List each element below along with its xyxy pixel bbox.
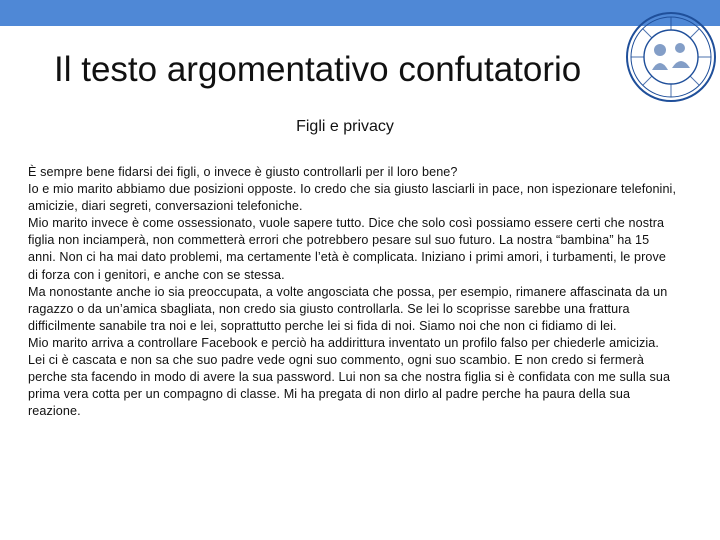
institution-seal-icon (624, 10, 718, 104)
seal-graphic (624, 10, 718, 104)
slide-subtitle: Figli e privacy (296, 118, 394, 135)
paragraph: È sempre bene fidarsi dei figli, o invece è giusto controllarli per il loro bene? (28, 165, 458, 179)
slide-title: Il testo argomentativo confutatorio (54, 50, 582, 89)
paragraph: Mio marito invece è come ossessionato, vuole sapere tutto. Dice che solo così possiamo essere certi che nostra figlia non inciamperà, non commetterà errori che potrebbero pesare sul suo futuro. La nostra “bambina” ha 15 anni. Non ci ha mai dato problemi, ma certamente l’età è complicata. Iniziano i primi amori, i turbamenti, le prove di forza con i genitori, e anche con se stessa. (28, 216, 666, 282)
top-accent-bar (0, 0, 720, 26)
paragraph: Io e mio marito abbiamo due posizioni opposte. Io credo che sia giusto lasciarli in pace, non ispezionare telefonini, amicizie, diari segreti, conversazioni telefoniche. (28, 182, 677, 214)
paragraph: Ma nonostante anche io sia preoccupata, a volte angosciata che possa, per esempio, rimanere affascinata da un ragazzo o da un’amica sbagliata, non credo sia giusto controllarla. Se lei lo scoprisse sarebbe una frattura difficilmente sanabile tra noi e lei, soprattutto perche lei si fida di noi. Siamo noi che non ci fidiamo di lei. (28, 284, 668, 333)
body-text (28, 164, 678, 420)
paragraph: Mio marito arriva a controllare Facebook e perciò ha addirittura inventato un profilo falso per chiederle amicizia. Lei ci è cascata e non sa che suo padre vede ogni suo commento, ogni suo scambio. E non credo si fermerà perche sta facendo in modo di avere la sua password. Lui non sa che nostra figlia si è confidata con me sulla sua prima vera cotta per un compagno di classe. Mi ha pregata di non dirlo al padre perche ha paura della sua reazione. (28, 335, 671, 419)
